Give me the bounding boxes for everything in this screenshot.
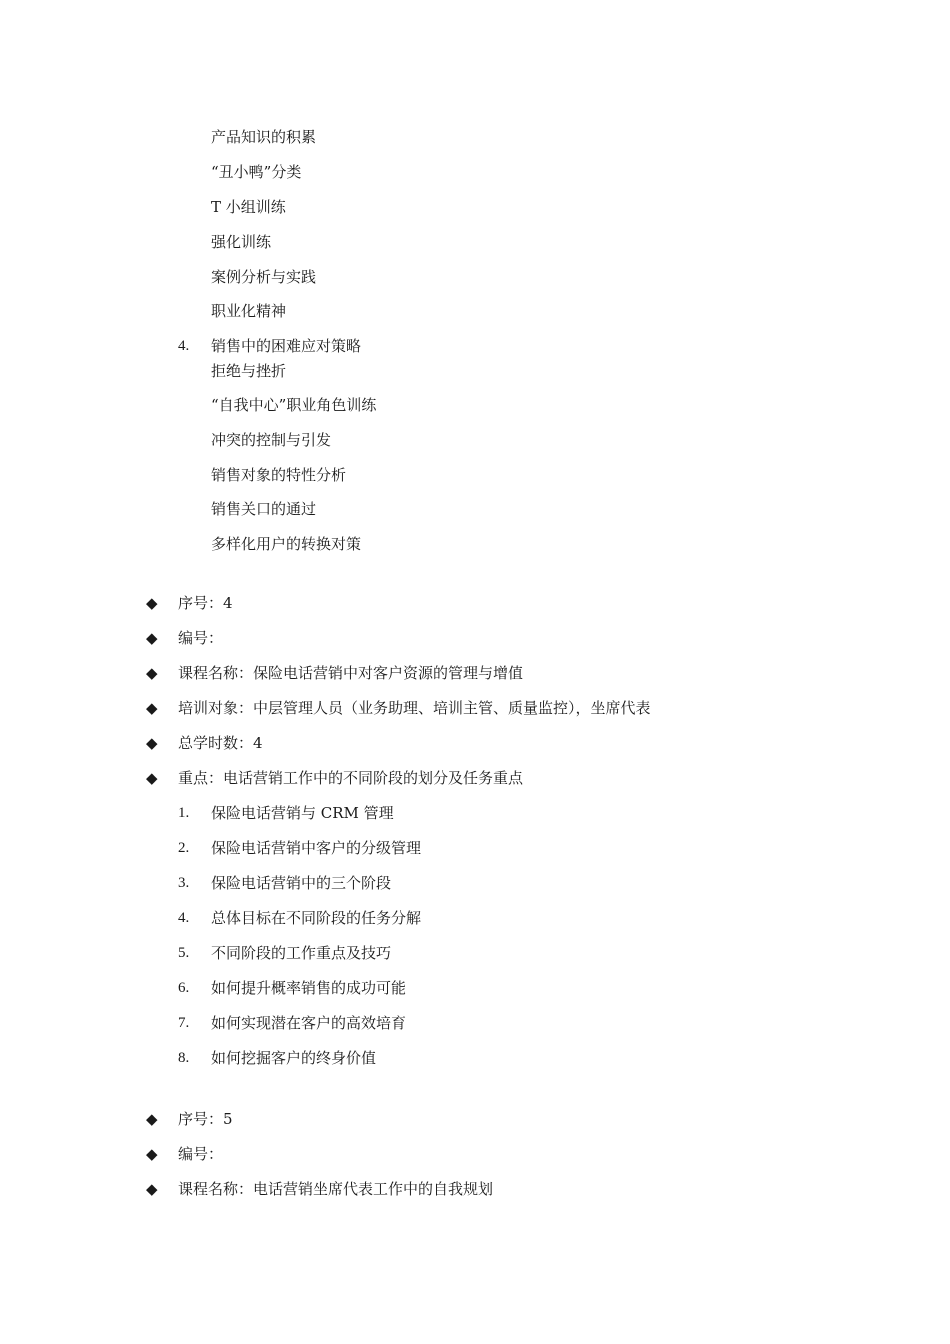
- point-text: 保险电话营销与 CRM 管理: [211, 804, 394, 822]
- list-item: 拒绝与挫折: [211, 362, 287, 380]
- bullet-diamond-icon: ◆: [146, 699, 158, 717]
- point-number: 2.: [178, 840, 190, 856]
- course-audience: 培训对象：中层管理人员（业务助理、培训主管、质量监控），坐席代表: [178, 699, 651, 717]
- bullet-diamond-icon: ◆: [146, 1110, 158, 1128]
- list-item: 产品知识的积累: [211, 128, 317, 146]
- list-item: T 小组训练: [211, 198, 286, 216]
- point-number: 7.: [178, 1015, 190, 1031]
- list-item: 案例分析与实践: [211, 268, 317, 286]
- bullet-diamond-icon: ◆: [146, 1180, 158, 1198]
- course-hours: 总学时数：4: [178, 734, 263, 752]
- bullet-diamond-icon: ◆: [146, 629, 158, 647]
- course-name: 课程名称：保险电话营销中对客户资源的管理与增值: [178, 664, 524, 682]
- point-number: 4.: [178, 338, 190, 354]
- course-serial: 序号：4: [178, 594, 233, 612]
- list-item: 多样化用户的转换对策: [211, 535, 362, 553]
- point-text: 如何提升概率销售的成功可能: [211, 979, 407, 997]
- course-serial: 序号：5: [178, 1110, 233, 1128]
- point-number: 4.: [178, 910, 190, 926]
- bullet-diamond-icon: ◆: [146, 594, 158, 612]
- point-number: 5.: [178, 945, 190, 961]
- point-number: 1.: [178, 805, 190, 821]
- list-item: 职业化精神: [211, 302, 287, 320]
- point-text: 总体目标在不同阶段的任务分解: [211, 909, 422, 927]
- course-code: 编号：: [178, 1145, 224, 1163]
- list-item: 销售对象的特性分析: [211, 466, 347, 484]
- point-text: 如何实现潜在客户的高效培育: [211, 1014, 407, 1032]
- course-focus: 重点：电话营销工作中的不同阶段的划分及任务重点: [178, 769, 524, 787]
- bullet-diamond-icon: ◆: [146, 734, 158, 752]
- bullet-diamond-icon: ◆: [146, 1145, 158, 1163]
- list-item: 强化训练: [211, 233, 272, 251]
- point-number: 6.: [178, 980, 190, 996]
- list-item: 冲突的控制与引发: [211, 431, 332, 449]
- bullet-diamond-icon: ◆: [146, 664, 158, 682]
- point-text: 不同阶段的工作重点及技巧: [211, 944, 392, 962]
- point-number: 8.: [178, 1050, 190, 1066]
- point-title: 销售中的困难应对策略: [211, 337, 362, 355]
- point-number: 3.: [178, 875, 190, 891]
- course-name: 课程名称：电话营销坐席代表工作中的自我规划: [178, 1180, 494, 1198]
- list-item: 销售关口的通过: [211, 500, 317, 518]
- point-text: 如何挖掘客户的终身价值: [211, 1049, 377, 1067]
- bullet-diamond-icon: ◆: [146, 769, 158, 787]
- point-text: 保险电话营销中客户的分级管理: [211, 839, 422, 857]
- point-text: 保险电话营销中的三个阶段: [211, 874, 392, 892]
- list-item: “自我中心”职业角色训练: [211, 396, 377, 414]
- list-item: “丑小鸭”分类: [211, 163, 302, 181]
- course-code: 编号：: [178, 629, 224, 647]
